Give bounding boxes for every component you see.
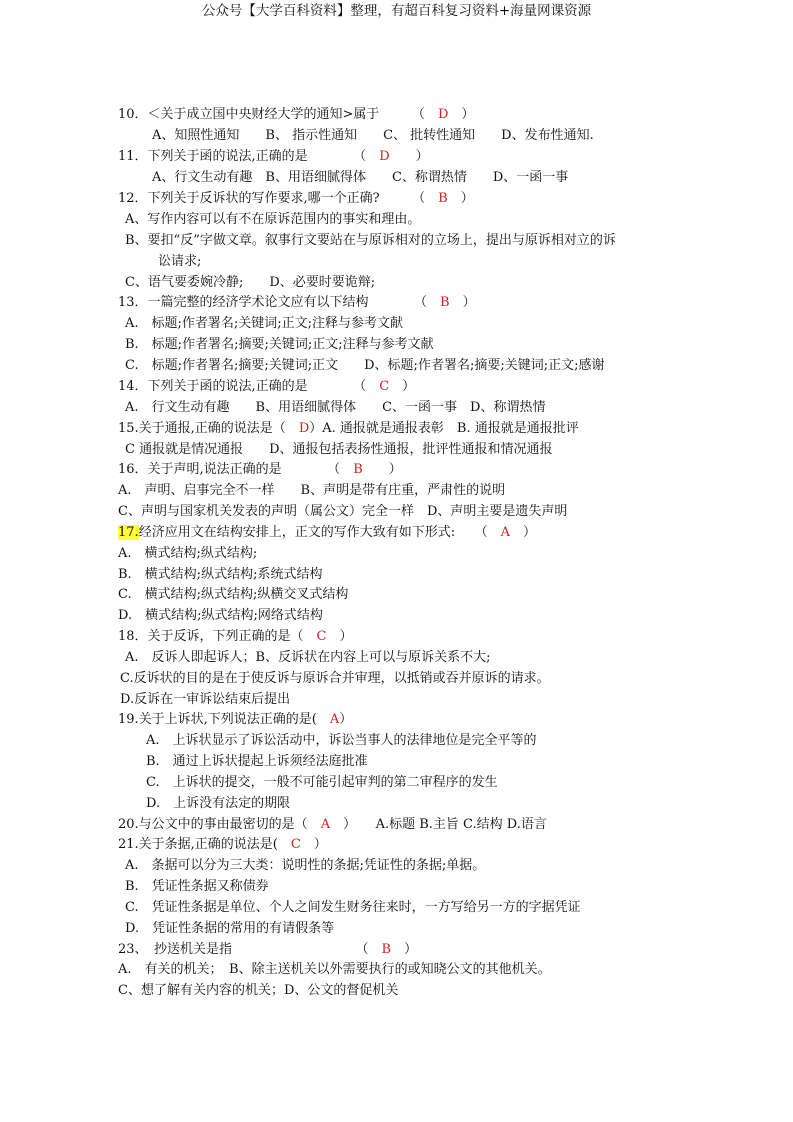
highlighted-question-number: 17. xyxy=(118,525,139,540)
answer-mark: B xyxy=(438,191,448,206)
question-text-tail: ） xyxy=(362,462,402,477)
question-15 xyxy=(118,419,579,439)
question-17 xyxy=(118,523,536,543)
option-line: C、语气要委婉冷静; D、必要时要诡辩; xyxy=(125,275,376,290)
question-14 xyxy=(118,377,415,397)
option-line: D. 横式结构;纵式结构;网络式结构 xyxy=(118,608,323,623)
question-10 xyxy=(118,105,474,125)
option-line: D. 凭证性条据的常用的有请假条等 xyxy=(125,921,335,936)
answer-mark: C xyxy=(290,837,301,852)
option-line: D. 上诉没有法定的期限 xyxy=(146,796,291,811)
option-line: A. 行文生动有趣 B、用语细腻得体 C、一函一事 D、称谓热情 xyxy=(125,400,546,415)
question-text-tail: ） xyxy=(391,942,418,957)
option-line: B. 通过上诉状提起上诉须经法庭批准 xyxy=(146,754,368,769)
question-text: 12．下列关于反诉状的写作要求,哪一个正确? （ xyxy=(118,191,439,206)
question-23 xyxy=(118,940,417,960)
question-text-tail: ） xyxy=(389,379,416,394)
option-line: A、行文生动有趣 B、用语细腻得体 C、称谓热情 D、一函一事 xyxy=(152,170,569,185)
option-line: C. 横式结构;纵式结构;纵横交叉式结构 xyxy=(118,587,349,602)
question-text: 11．下列关于函的说法,正确的是 （ xyxy=(118,149,380,164)
question-16 xyxy=(118,460,402,480)
question-text-tail: ） xyxy=(447,191,474,206)
option-line-continued: 讼请求; xyxy=(158,254,202,269)
answer-mark: C xyxy=(379,379,390,394)
question-text: 15.关于通报,正确的说法是（ xyxy=(118,421,299,436)
answer-mark: D xyxy=(379,149,390,164)
option-line: B、要扣“反”字做文章。叙事行文要站在与原诉相对的立场上，提出与原诉相对立的诉 xyxy=(125,233,616,248)
option-line: A. 标题;作者署名;关键词;正文;注释与参考文献 xyxy=(125,316,404,331)
option-line: C. 凭证性条据是单位、个人之间发生财务往来时，一方写给另一方的字据凭证 xyxy=(125,900,581,915)
question-21 xyxy=(118,835,327,855)
question-text-tail: ）A. 通报就是通报表彰 B. 通报就是通报批评 xyxy=(309,421,579,436)
question-text: 21.关于条据,正确的说法是( xyxy=(118,837,291,852)
question-18 xyxy=(118,627,353,647)
question-text-tail: ） xyxy=(509,525,536,540)
question-text-tail: ） xyxy=(448,107,475,122)
option-line: D.反诉在一审诉讼结束后提出 xyxy=(120,692,291,707)
answer-mark: B xyxy=(353,462,363,477)
answer-mark: B xyxy=(440,295,450,310)
option-line: C.反诉状的目的是在于使反诉与原诉合并审理，以抵销或吞并原诉的请求。 xyxy=(120,671,550,686)
page-header-banner: 公众号【大学百科资料】整理，有超百科复习资料+海量网课资源 xyxy=(201,3,592,19)
option-line: C、声明与国家机关发表的声明（属公文）完全一样 D、声明主要是遗失声明 xyxy=(118,504,568,519)
option-line: A. 反诉人即起诉人；B、反诉状在内容上可以与原诉关系不大; xyxy=(125,650,491,665)
question-text-tail: ） xyxy=(339,712,353,727)
option-line: B. 标题;作者署名;摘要;关键词;正文;注释与参考文献 xyxy=(125,337,434,352)
question-text-tail: ） xyxy=(389,149,429,164)
option-line: C. 标题;作者署名;摘要;关键词;正文 D、标题;作者署名;摘要;关键词;正文;感谢 xyxy=(125,358,605,373)
option-line: C 通报就是情况通报 D、通报包括表扬性通报，批评性通报和情况通报 xyxy=(125,442,553,457)
answer-mark: D xyxy=(298,421,310,436)
option-line: C、想了解有关内容的机关；D、公文的督促机关 xyxy=(118,983,399,998)
question-text: 10．＜关于成立国中央财经大学的通知>属于 （ xyxy=(118,107,438,122)
question-12 xyxy=(118,189,474,209)
question-19 xyxy=(118,710,352,730)
option-line: A. 条据可以分为三大类：说明性的条据;凭证性的条据;单据。 xyxy=(125,858,486,873)
question-text: 经济应用文在结构安排上，正文的写作大致有如下形式: （ xyxy=(138,525,501,540)
option-line: A. 声明、启事完全不一样 B、声明是带有庄重，严肃性的说明 xyxy=(118,483,506,498)
option-line: A. 横式结构;纵式结构; xyxy=(118,546,258,561)
question-text: 19.关于上诉状,下列说法正确的是( xyxy=(118,712,330,727)
question-11 xyxy=(118,147,429,167)
question-text: 23、 抄送机关是指 （ xyxy=(118,942,382,957)
question-text-tail: ） xyxy=(449,295,476,310)
option-line: A、知照性通知 B、 指示性通知 C、 批转性通知 D、发布性通知. xyxy=(152,128,594,143)
answer-mark: A xyxy=(329,712,340,727)
question-20 xyxy=(118,815,547,835)
answer-mark: C xyxy=(316,629,327,644)
question-text: 13．一篇完整的经济学术论文应有以下结构 （ xyxy=(118,295,441,310)
option-line: B. 凭证性条据又称债券 xyxy=(125,879,269,894)
question-text: 16．关于声明,说法正确的是 （ xyxy=(118,462,354,477)
question-text-tail: ） xyxy=(300,837,327,852)
answer-mark: B xyxy=(381,942,392,957)
option-line: B. 横式结构;纵式结构;系统式结构 xyxy=(118,567,323,582)
answer-mark: A xyxy=(320,817,331,832)
question-13 xyxy=(118,293,476,313)
question-text: 20.与公文中的事由最密切的是（ xyxy=(118,817,321,832)
question-text: 14．下列关于函的说法,正确的是 （ xyxy=(118,379,380,394)
question-text: 18．关于反诉，下列正确的是（ xyxy=(118,629,317,644)
question-text-tail: ） xyxy=(326,629,353,644)
option-line: C. 上诉状的提交，一般不可能引起审判的第二审程序的发生 xyxy=(146,775,498,790)
option-line: A. 上诉状显示了诉讼活动中，诉讼当事人的法律地位是完全平等的 xyxy=(146,733,537,748)
option-line: A、写作内容可以有不在原诉范围内的事实和理由。 xyxy=(125,212,421,227)
answer-mark: A xyxy=(500,525,510,540)
option-line: A. 有关的机关； B、除主送机关以外需要执行的或知晓公文的其他机关。 xyxy=(118,962,551,977)
answer-mark: D xyxy=(437,107,449,122)
question-text-tail: ） A.标题 B.主旨 C.结构 D.语言 xyxy=(330,817,547,832)
